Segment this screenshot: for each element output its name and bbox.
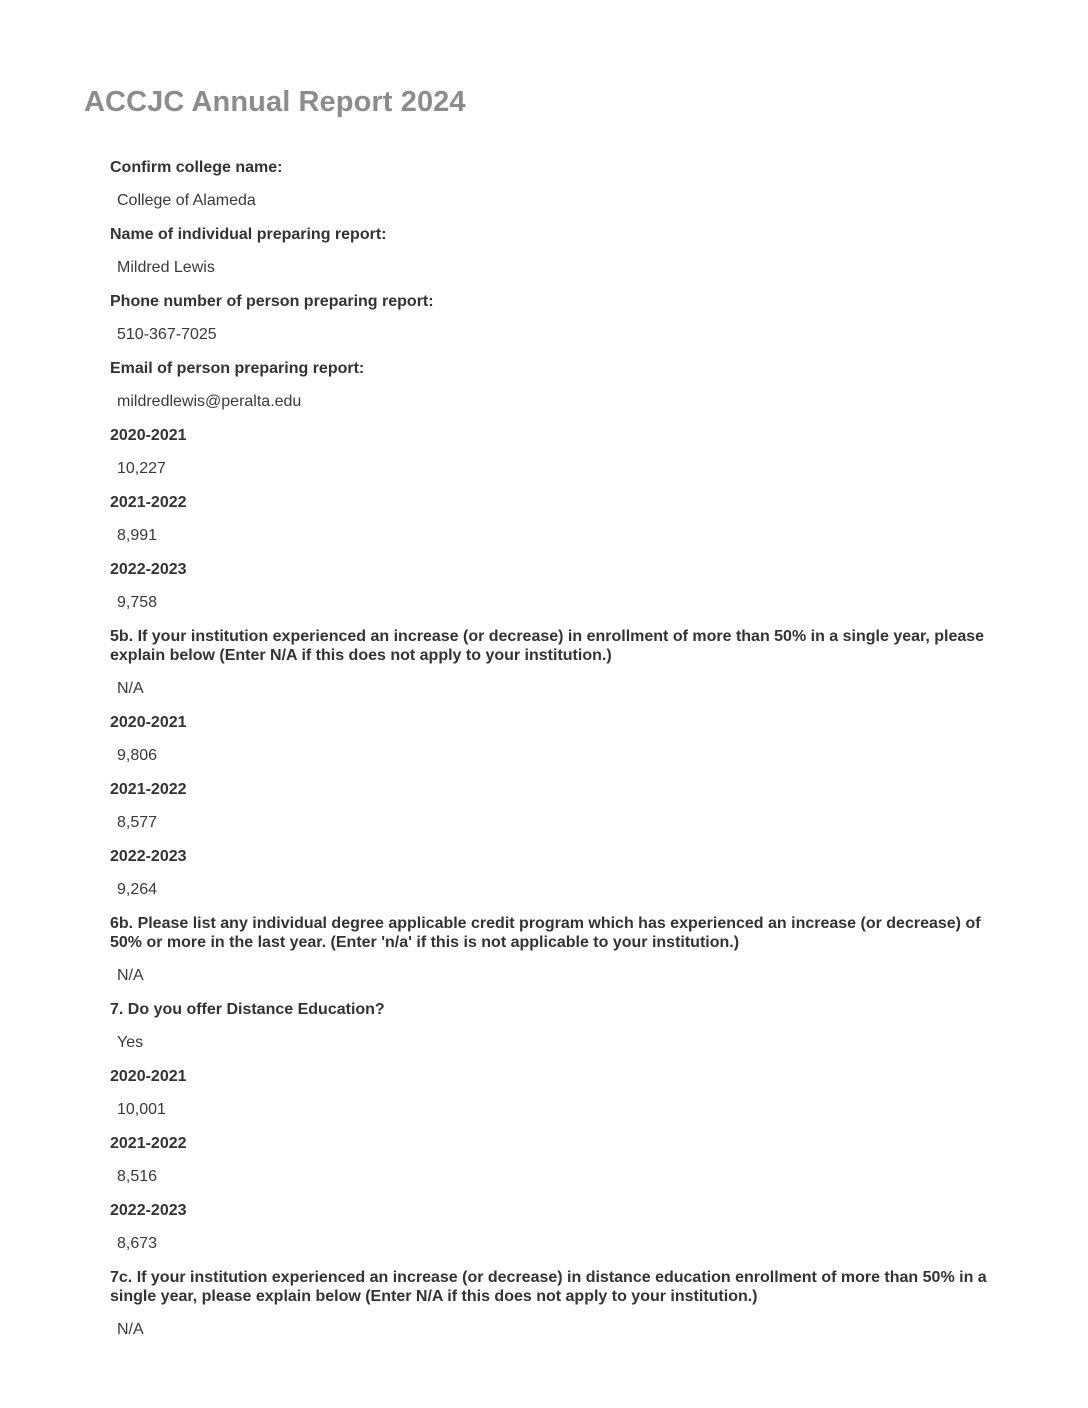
question-label: 2021-2022 xyxy=(110,781,187,798)
answer-value: 9,758 xyxy=(117,594,158,611)
qa-item-5b-enrollment-change xyxy=(110,625,990,711)
answer-value: 8,577 xyxy=(117,814,158,831)
answer-value: 10,001 xyxy=(117,1101,166,1118)
answer-value: College of Alameda xyxy=(117,192,256,209)
qa-item-7c-de-enrollment-change xyxy=(110,1266,990,1352)
question-label: Name of individual preparing report: xyxy=(110,226,387,243)
question-answer-list xyxy=(110,156,990,1352)
answer-value: 8,673 xyxy=(117,1235,158,1252)
qa-item-de-2021-2022 xyxy=(110,1132,990,1199)
answer-value: 510-367-7025 xyxy=(117,326,217,343)
qa-item-program-2021-2022 xyxy=(110,778,990,845)
question-label: 2020-2021 xyxy=(110,714,187,731)
answer-value: 8,516 xyxy=(117,1168,158,1185)
answer-value: mildredlewis@peralta.edu xyxy=(117,393,302,410)
qa-item-de-2022-2023 xyxy=(110,1199,990,1266)
answer-value: 10,227 xyxy=(117,460,166,477)
qa-item-college-name xyxy=(110,156,990,223)
answer-value: 9,264 xyxy=(117,881,158,898)
answer-value: N/A xyxy=(117,680,144,697)
answer-value: 9,806 xyxy=(117,747,158,764)
question-label: 7. Do you offer Distance Education? xyxy=(110,1001,385,1018)
question-label: 2021-2022 xyxy=(110,1135,187,1152)
question-label: 6b. Please list any individual degree applicable credit program which has experienced an increase (or decrease) of 50% or more in the last year. (Enter 'n/a' if this is not applicable to your institution.) xyxy=(110,915,981,951)
qa-item-enrollment-2022-2023 xyxy=(110,558,990,625)
qa-item-preparer-phone xyxy=(110,290,990,357)
qa-item-6b-program-change xyxy=(110,912,990,998)
question-label: 2020-2021 xyxy=(110,427,187,444)
question-label: 2022-2023 xyxy=(110,1202,187,1219)
answer-value: Mildred Lewis xyxy=(117,259,215,276)
question-label: 7c. If your institution experienced an increase (or decrease) in distance education enrollment of more than 50% in a single year, please explain below (Enter N/A if this does not apply to your institution.) xyxy=(110,1269,987,1305)
qa-item-preparer-name xyxy=(110,223,990,290)
answer-value: N/A xyxy=(117,1321,144,1338)
answer-value: N/A xyxy=(117,967,144,984)
qa-item-preparer-email xyxy=(110,357,990,424)
question-label: 5b. If your institution experienced an increase (or decrease) in enrollment of more than 50% in a single year, please explain below (Enter N/A if this does not apply to your institution.) xyxy=(110,628,985,664)
qa-item-de-2020-2021 xyxy=(110,1065,990,1132)
qa-item-enrollment-2021-2022 xyxy=(110,491,990,558)
question-label: Email of person preparing report: xyxy=(110,360,365,377)
qa-item-program-2022-2023 xyxy=(110,845,990,912)
report-title: ACCJC Annual Report 2024 xyxy=(84,86,466,118)
question-label: Phone number of person preparing report: xyxy=(110,293,434,310)
answer-value: Yes xyxy=(117,1034,144,1051)
qa-item-7-distance-education xyxy=(110,998,990,1065)
question-label: 2022-2023 xyxy=(110,561,187,578)
question-label: 2021-2022 xyxy=(110,494,187,511)
question-label: Confirm college name: xyxy=(110,159,283,176)
answer-value: 8,991 xyxy=(117,527,158,544)
question-label: 2020-2021 xyxy=(110,1068,187,1085)
question-label: 2022-2023 xyxy=(110,848,187,865)
qa-item-program-2020-2021 xyxy=(110,711,990,778)
qa-item-enrollment-2020-2021 xyxy=(110,424,990,491)
